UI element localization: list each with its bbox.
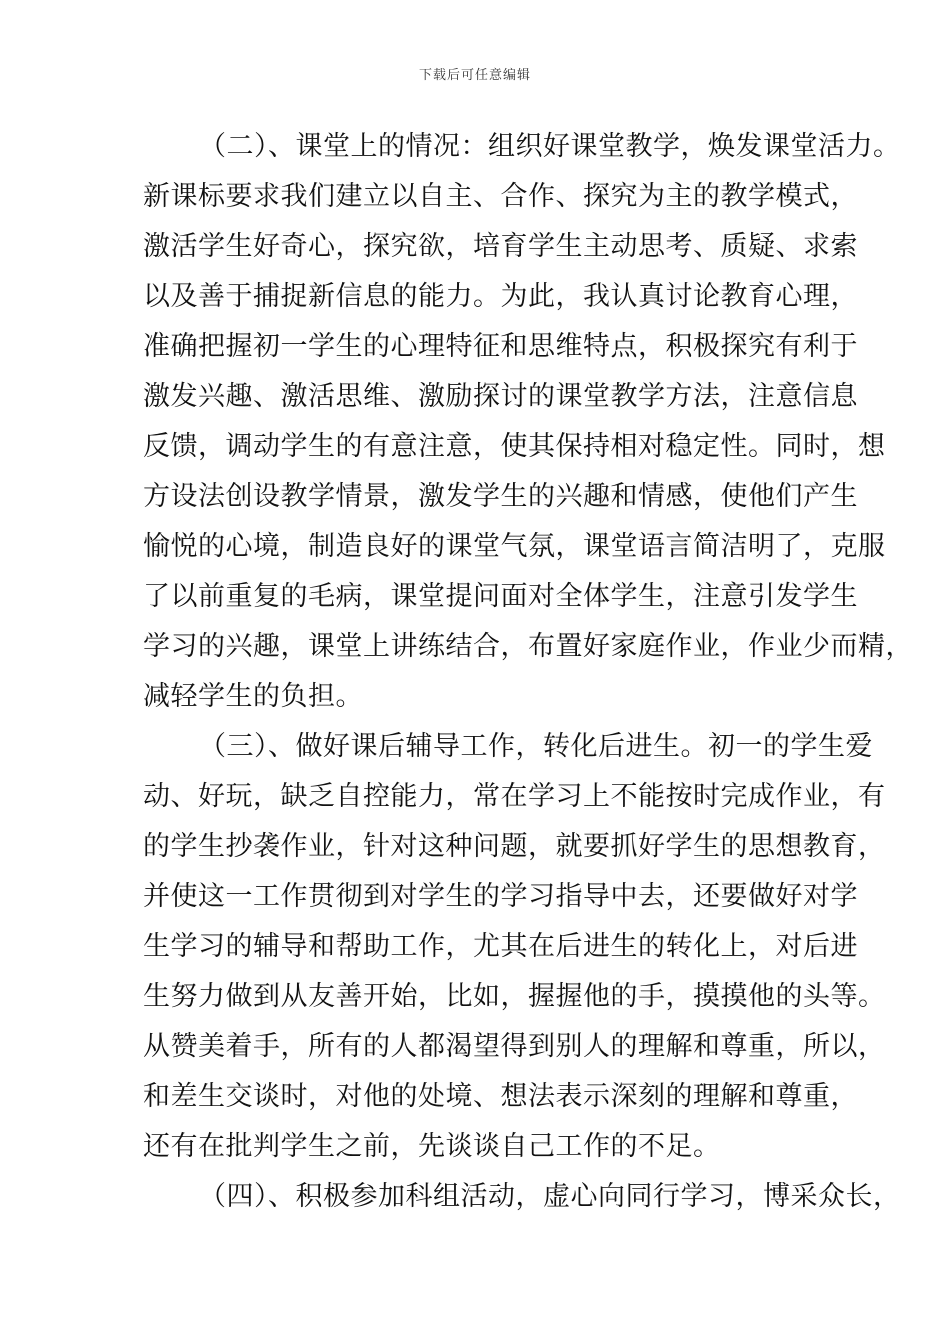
text-line: 减轻学生的负担。 xyxy=(143,681,363,712)
text-line: 以及善于捕捉新信息的能力。为此，我认真讨论教育心理， xyxy=(143,281,858,312)
text-line: 从赞美着手，所有的人都渴望得到别人的理解和尊重，所以， xyxy=(143,1031,886,1062)
text-line: 愉悦的心境，制造良好的课堂气氛，课堂语言简洁明了，克服 xyxy=(143,531,886,562)
text-line: 反馈，调动学生的有意注意，使其保持相对稳定性。同时，想 xyxy=(143,431,886,462)
text-line: 激活学生好奇心，探究欲，培育学生主动思考、质疑、求索 xyxy=(143,231,858,262)
text-line: （二）、课堂上的情况：组织好课堂教学，焕发课堂活力。 xyxy=(199,131,901,162)
text-line: 还有在批判学生之前，先谈谈自己工作的不足。 xyxy=(143,1131,721,1162)
text-line: （三）、做好课后辅导工作，转化后进生。初一的学生爱 xyxy=(199,731,873,762)
text-line: 生努力做到从友善开始，比如，握握他的手，摸摸他的头等。 xyxy=(143,981,886,1012)
paragraph-3 xyxy=(143,722,886,1172)
page-header: 下载后可任意编辑 xyxy=(418,68,531,83)
text-line: 和差生交谈时，对他的处境、想法表示深刻的理解和尊重， xyxy=(143,1081,858,1112)
text-line: 方设法创设教学情景，激发学生的兴趣和情感，使他们产生 xyxy=(143,481,858,512)
text-line: （四）、积极参加科组活动，虚心向同行学习，博采众长， xyxy=(199,1181,901,1212)
text-line: 准确把握初一学生的心理特征和思维特点，积极探究有利于 xyxy=(143,331,858,362)
text-line: 了以前重复的毛病，课堂提问面对全体学生，注意引发学生 xyxy=(143,581,858,612)
text-line: 的学生抄袭作业，针对这种问题，就要抓好学生的思想教育， xyxy=(143,831,886,862)
text-line: 激发兴趣、激活思维、激励探讨的课堂教学方法，注意信息 xyxy=(143,381,858,412)
text-line: 新课标要求我们建立以自主、合作、探究为主的教学模式， xyxy=(143,181,858,212)
paragraph-4 xyxy=(143,1172,901,1222)
paragraph-2 xyxy=(143,122,913,722)
text-line: 生学习的辅导和帮助工作，尤其在后进生的转化上，对后进 xyxy=(143,931,858,962)
text-line: 动、好玩，缺乏自控能力，常在学习上不能按时完成作业，有 xyxy=(143,781,886,812)
text-line: 学习的兴趣，课堂上讲练结合，布置好家庭作业，作业少而精， xyxy=(143,631,913,662)
document-body xyxy=(143,122,913,1222)
text-line: 并使这一工作贯彻到对学生的学习指导中去，还要做好对学 xyxy=(143,881,858,912)
